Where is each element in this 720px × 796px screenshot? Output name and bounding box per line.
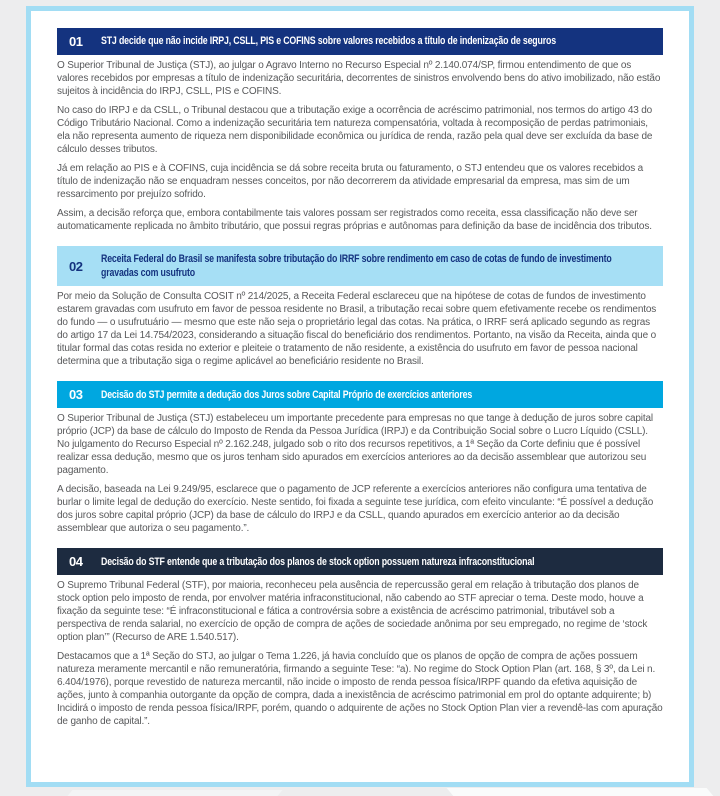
background-decoration-bottom-left	[67, 790, 282, 796]
section-03-title: Decisão do STJ permite a dedução dos Juros sobre Capital Próprio de exercícios anteriores	[101, 388, 473, 401]
section-01	[57, 28, 663, 233]
section-03-title-wrap	[101, 388, 651, 402]
section-02-number: 02	[69, 258, 83, 274]
section-03	[57, 381, 663, 535]
page-background	[0, 6, 720, 796]
section-01-header	[57, 28, 663, 55]
section-03-number: 03	[69, 387, 83, 403]
section-01-title-wrap	[101, 34, 651, 48]
section-04-title: Decisão do STF entende que a tributação dos planos de stock option possuem natureza infraconstitucional	[101, 555, 535, 568]
section-01-paragraph-3: Já em relação ao PIS e à COFINS, cuja incidência se dá sobre receita bruta ou faturamento, o STJ entendeu que os valores recebidos a título de indenização não se enquadram nesses conceitos, por não decorrerem da atividade empresarial da empresa, mas sim de um ressarcimento por prejuízo sofrido.	[57, 163, 644, 200]
section-01-paragraph-2: No caso do IRPJ e da CSLL, o Tribunal destacou que a tributação exige a ocorrência de acréscimo patrimonial, nos termos do artigo 43 do Código Tributário Nacional. Como a indenização securitária tem natureza compensatória, voltada à recomposição de perdas patrimoniais, ela não representa aumento de riqueza nem disponibilidade econômica ou jurídica de renda, razão pela qual deve ser excluída da base de cálculo desses tributos.	[57, 105, 653, 155]
section-02-paragraph-1: Por meio da Solução de Consulta COSIT nº 214/2025, a Receita Federal esclareceu que na hipótese de cotas de fundos de investimento estarem gravadas com usufruto em favor de pessoa residente no Brasil, a tributação recai sobre quem efetivamente recebe os rendimentos do fundo — o usufrutuário — mesmo que este não seja o proprietário legal das cotas. Na prática, o IRRF será aplicado segundo as regras do artigo 17 da Lei 14.754/2023, considerando a situação fiscal do beneficiário dos rendimentos. Portanto, na visão da Receita, ainda que o titular formal das cotas resida no exterior e pleiteie o tratamento de não residente, a existência do usufruto em favor de pessoa nacional determina que a tributação siga o regime aplicável ao beneficiário residente no Brasil.	[57, 291, 657, 368]
section-01-paragraph-4: Assim, a decisão reforça que, embora contabilmente tais valores possam ser registrados como receita, essa classificação não deve ser automaticamente replicada no âmbito tributário, que possui regras próprias e autônomas para definição da base de incidência dos tributos.	[57, 208, 652, 232]
section-04-number: 04	[69, 554, 83, 570]
section-01-paragraph-1: O Superior Tribunal de Justiça (STJ), ao julgar o Agravo Interno no Recurso Especial nº 2.140.074/SP, firmou entendimento de que os valores recebidos por empresas a título de indenização securitária, decorrentes de sinistros envolvendo bens do ativo imobilizado, não estão sujeitos à incidência do IRPJ, CSLL, PIS e COFINS.	[57, 60, 661, 97]
section-02-title: Receita Federal do Brasil se manifesta sobre tributação do IRRF sobre rendimento em caso de cotas de fundo de investimento gravadas com usufruto	[101, 253, 612, 280]
section-04	[57, 548, 663, 728]
section-02-title-wrap	[101, 252, 651, 280]
section-02-header	[57, 246, 663, 286]
newsletter-card	[26, 6, 694, 787]
section-01-title: STJ decide que não incide IRPJ, CSLL, PIS e COFINS sobre valores recebidos a título de indenização de seguros	[101, 35, 556, 48]
section-01-number: 01	[69, 34, 83, 49]
background-decoration-bottom-right	[447, 788, 714, 796]
section-03-paragraph-2: A decisão, baseada na Lei 9.249/95, esclarece que o pagamento de JCP referente a exercícios anteriores não configura uma tentativa de burlar o limite legal de dedução do exercício. Neste sentido, foi fixada a seguinte tese jurídica, com efeito vinculante: “É possível a dedução dos juros sobre capital próprio (JCP) da base de cálculo do IRPJ e da CSLL, quando apurados em exercício anterior ao da decisão assemblear que autoriza o seu pagamento.”.	[57, 484, 654, 535]
section-02	[57, 246, 663, 368]
section-04-paragraph-2: Destacamos que a 1ª Seção do STJ, ao julgar o Tema 1.226, já havia concluído que os planos de opção de compra de ações possuem natureza meramente mercantil e não remuneratória, firmando a seguinte Tese: “a). No regime do Stock Option Plan (art. 168, § 3º, da Lei n. 6.404/1976), porque revestido de natureza mercantil, não incide o imposto de renda pessoa física/IRPF quando da efetiva aquisição de ações, junto à companhia outorgante da opção de compra, dada a inexistência de acréscimo patrimonial em prol do optante adquirente; b) Incidirá o imposto de renda pessoa física/IRPF, porém, quando o adquirente de ações no Stock Option Plan vier a revendê-las com apuração de ganho de capital.”.	[57, 651, 663, 728]
section-04-header	[57, 548, 663, 575]
section-03-paragraph-1: O Superior Tribunal de Justiça (STJ) estabeleceu um importante precedente para empresas no que tange à dedução de juros sobre capital próprio (JCP) da base de cálculo do Imposto de Renda da Pessoa Jurídica (IRPJ) e da Contribuição Social sobre o Lucro Líquido (CSLL). No julgamento do Recurso Especial nº 2.162.248, julgado sob o rito dos recursos repetitivos, a 1ª Seção da Corte definiu que é possível realizar essa dedução, mesmo que os juros tenham sido apurados em exercícios anteriores ao da decisão assemblear que autorizou seu pagamento.	[57, 413, 653, 477]
section-04-title-wrap	[101, 555, 651, 569]
section-03-header	[57, 381, 663, 408]
section-04-paragraph-1: O Supremo Tribunal Federal (STF), por maioria, reconheceu pela ausência de repercussão geral em relação à tributação dos planos de stock option pelo imposto de renda, por envolver matéria infraconstitucional, não cabendo ao STF apreciar o tema. Deste modo, houve a fixação da seguinte tese: “É infraconstitucional e fática a controvérsia sobre a existência de acréscimo patrimonial, tributável sob a perspectiva de renda salarial, no exercício de opção de compra de ações de sociedade anônima por seu empregado, no regime de ‘stock option plan’” (Recurso de ARE 1.540.517).	[57, 580, 648, 644]
